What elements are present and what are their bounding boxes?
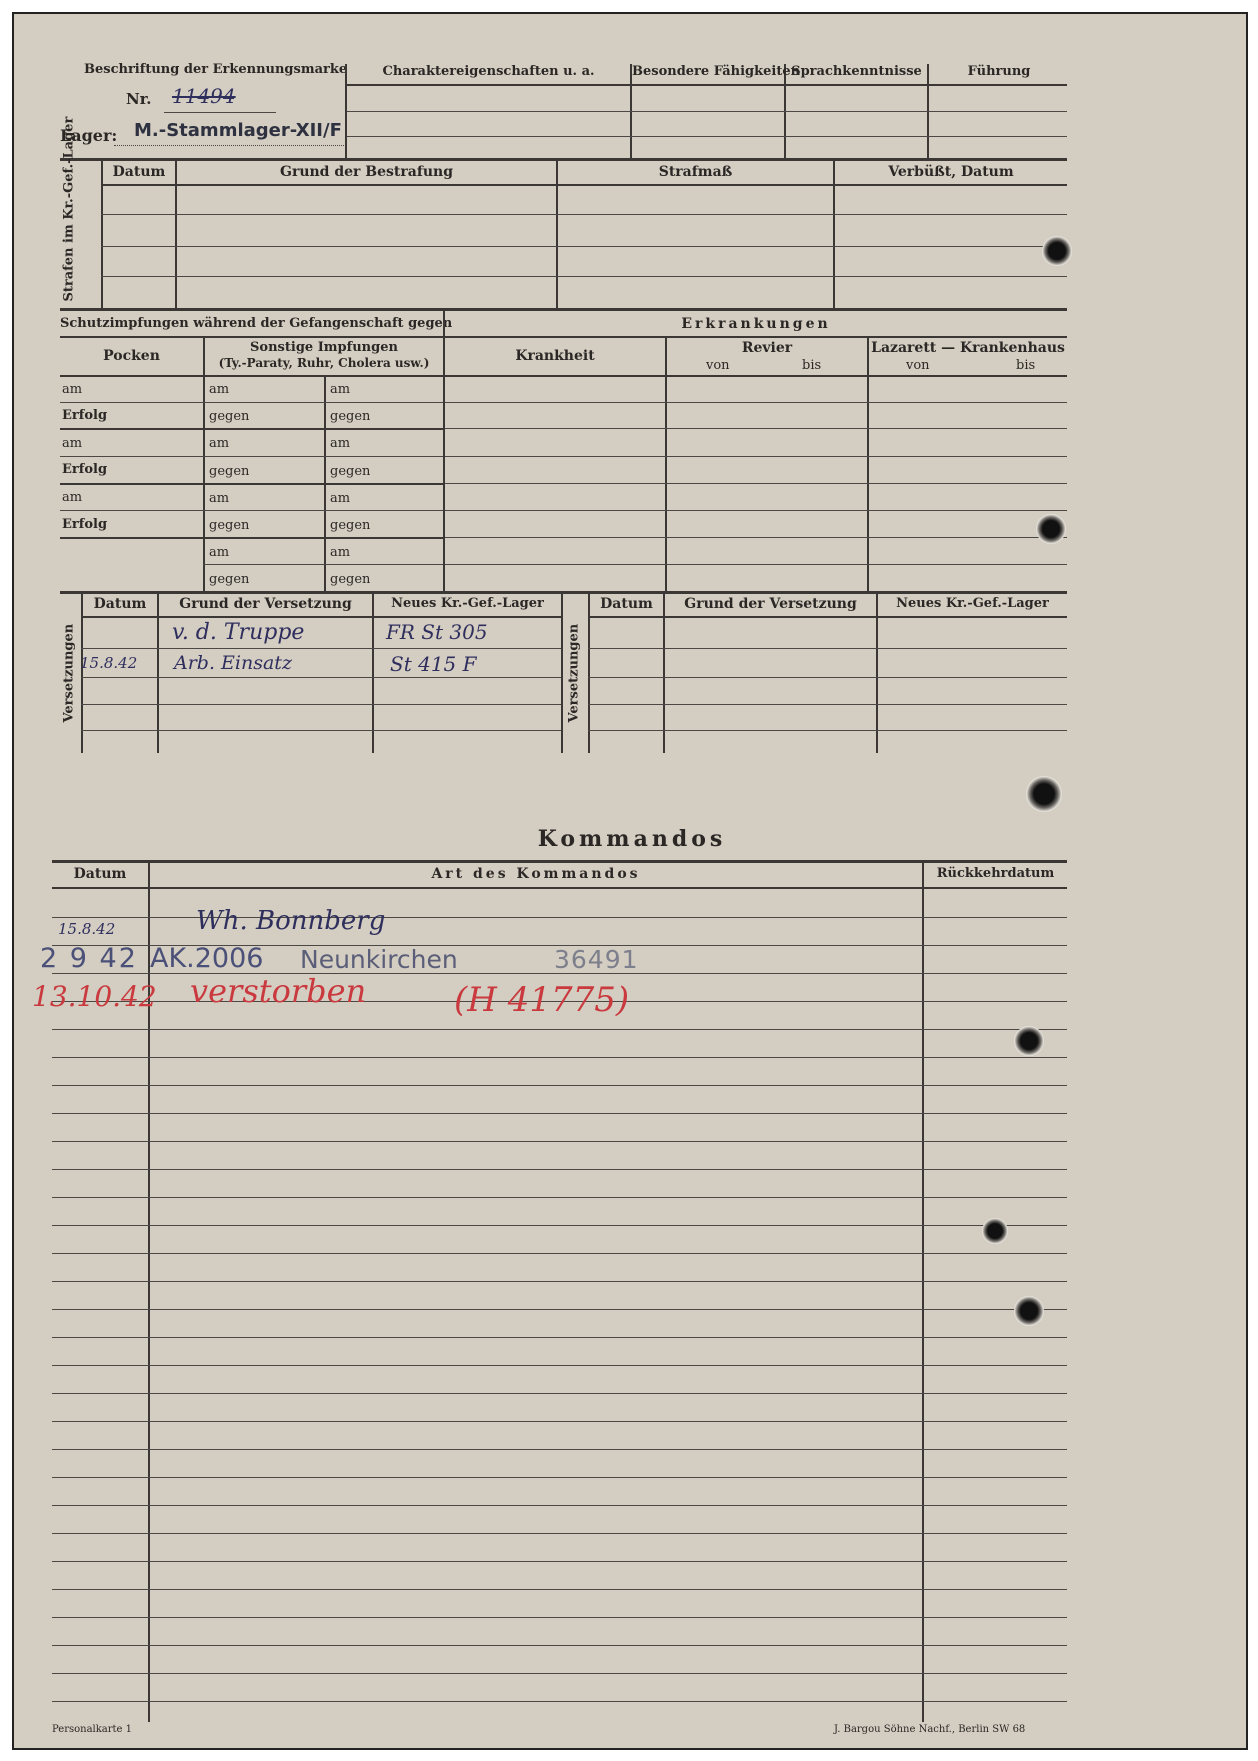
impf-left-4: am bbox=[62, 490, 83, 505]
pocken-label: Pocken bbox=[103, 348, 160, 364]
footer-left: Personalkarte 1 bbox=[52, 1724, 133, 1735]
kommandos-title: Kommandos bbox=[537, 826, 727, 852]
impf-mid-a-6: am bbox=[209, 545, 230, 560]
header-col-sprachen: Sprachkenntnisse bbox=[791, 64, 922, 79]
impf-mid-b-7: gegen bbox=[330, 572, 371, 587]
kommandos-rule-line bbox=[52, 1225, 1067, 1226]
impf-mid-a-2: am bbox=[209, 436, 230, 451]
impf-mid-b-1: gegen bbox=[330, 409, 371, 424]
lager-stamp: M.-Stammlager-XII/F bbox=[134, 120, 342, 141]
vers-col-grund-left: Grund der Versetzung bbox=[179, 596, 352, 612]
personnel-card bbox=[12, 12, 1248, 1750]
impf-mid-b-4: am bbox=[330, 491, 351, 506]
kommandos-rule-line bbox=[52, 1449, 1067, 1450]
kommandos-rule-line bbox=[52, 1673, 1067, 1674]
impf-mid-b-5: gegen bbox=[330, 518, 371, 533]
kom-col-datum: Datum bbox=[73, 866, 127, 882]
kommandos-rule-line bbox=[52, 1645, 1067, 1646]
versetzungen-side-label-right: Versetzungen bbox=[566, 623, 582, 723]
kommandos-rule-line bbox=[52, 1617, 1067, 1618]
revier-von: von bbox=[706, 358, 730, 373]
impf-left-2: am bbox=[62, 436, 83, 451]
vers-col-datum-right: Datum bbox=[600, 596, 653, 612]
kom-entry-3-datum: 13.10.42 bbox=[32, 980, 157, 1013]
impf-mid-b-6: am bbox=[330, 545, 351, 560]
sonstige-label-2: (Ty.-Paraty, Ruhr, Cholera usw.) bbox=[218, 356, 430, 370]
kommandos-rule-line bbox=[52, 1085, 1067, 1086]
lazarett-bis: bis bbox=[1016, 358, 1036, 373]
lazarett-label: Lazarett — Krankenhaus bbox=[871, 340, 1065, 356]
header-col-faehigkeiten: Besondere Fähigkeiten bbox=[632, 64, 801, 79]
nr-label: Nr. bbox=[126, 90, 152, 108]
impf-left-0: am bbox=[62, 382, 83, 397]
kom-entry-2-nr: 36491 bbox=[554, 945, 639, 974]
kommandos-rule-line bbox=[52, 1253, 1067, 1254]
impf-mid-b-2: am bbox=[330, 436, 351, 451]
kommandos-rule-line bbox=[52, 1589, 1067, 1590]
nr-value: 11494 bbox=[172, 84, 236, 108]
punch-hole-icon bbox=[1014, 1296, 1044, 1326]
strafen-side-label: Strafen im Kr.-Gef.-Lager bbox=[61, 116, 77, 302]
vers-col-lager-right: Neues Kr.-Gef.-Lager bbox=[896, 596, 1049, 611]
vers-entry-1-grund: Arb. Einsatz bbox=[174, 652, 292, 674]
versetzungen-side-label-left: Versetzungen bbox=[61, 623, 77, 723]
punch-hole-icon bbox=[1036, 514, 1066, 544]
kommandos-rule-line bbox=[52, 1281, 1067, 1282]
kommandos-rule-line bbox=[52, 1533, 1067, 1534]
kommandos-rule-line bbox=[52, 1029, 1067, 1030]
kommandos-rule-line bbox=[52, 1309, 1067, 1310]
impf-mid-a-4: am bbox=[209, 491, 230, 506]
header-col-charakter: Charaktereigenschaften u. a. bbox=[382, 64, 595, 79]
kommandos-rule-line bbox=[52, 1337, 1067, 1338]
strafen-col-verbuesst: Verbüßt, Datum bbox=[888, 164, 1014, 180]
kommandos-rule-line bbox=[52, 1477, 1067, 1478]
strafen-col-strafmass: Strafmaß bbox=[658, 164, 733, 180]
vers-entry-0-lager: FR St 305 bbox=[386, 620, 488, 644]
kom-entry-2-ort: Neunkirchen bbox=[300, 945, 458, 974]
strafen-col-grund: Grund der Bestrafung bbox=[279, 164, 453, 180]
vers-entry-1-datum: 15.8.42 bbox=[80, 654, 138, 672]
kom-entry-1-art: Wh. Bonnberg bbox=[196, 906, 386, 936]
punch-hole-icon bbox=[1014, 1026, 1044, 1056]
impf-mid-a-3: gegen bbox=[209, 464, 250, 479]
impf-mid-b-3: gegen bbox=[330, 464, 371, 479]
erkennungsmarke-title: Beschriftung der Erkennungsmarke bbox=[84, 62, 348, 77]
impf-mid-a-7: gegen bbox=[209, 572, 250, 587]
kommandos-rule-line bbox=[52, 1141, 1067, 1142]
impf-mid-a-0: am bbox=[209, 382, 230, 397]
punch-hole-icon bbox=[1042, 236, 1072, 266]
kom-entry-1-datum: 15.8.42 bbox=[58, 920, 116, 938]
revier-label: Revier bbox=[741, 340, 793, 356]
punch-hole-icon bbox=[982, 1218, 1008, 1244]
vers-col-datum-left: Datum bbox=[93, 596, 147, 612]
kom-entry-3-art: verstorben bbox=[190, 972, 367, 1010]
header-col-fuehrung: Führung bbox=[967, 64, 1031, 79]
vers-col-lager-left: Neues Kr.-Gef.-Lager bbox=[391, 596, 544, 611]
erkrankungen-title: Erkrankungen bbox=[681, 316, 831, 332]
kommandos-rule-line bbox=[52, 1169, 1067, 1170]
impfungen-title: Schutzimpfungen während der Gefangenschaft gegen bbox=[60, 316, 453, 331]
kommandos-rule-line bbox=[52, 1701, 1067, 1702]
kommandos-rule-line bbox=[52, 1113, 1067, 1114]
impf-left-5: Erfolg bbox=[62, 517, 108, 532]
impf-mid-b-0: am bbox=[330, 382, 351, 397]
kommandos-rule-line bbox=[52, 1365, 1067, 1366]
vers-entry-0-grund: v. d. Truppe bbox=[172, 620, 305, 645]
vers-col-grund-right: Grund der Versetzung bbox=[684, 596, 857, 612]
impf-left-3: Erfolg bbox=[62, 462, 108, 477]
kommandos-rule-line bbox=[52, 1561, 1067, 1562]
impf-left-1: Erfolg bbox=[62, 408, 108, 423]
kom-col-rueckkehr: Rückkehrdatum bbox=[936, 866, 1055, 881]
lager-label: Lager: bbox=[60, 126, 118, 145]
kommandos-rule-line bbox=[52, 1197, 1067, 1198]
kommandos-rule-line bbox=[52, 1505, 1067, 1506]
kom-col-art: Art des Kommandos bbox=[431, 866, 641, 882]
lazarett-von: von bbox=[906, 358, 930, 373]
kom-entry-3-ref: (H 41775) bbox=[454, 980, 630, 1020]
footer-right: J. Bargou Söhne Nachf., Berlin SW 68 bbox=[834, 1724, 1026, 1735]
kom-entry-2-datum: 2 9 42 bbox=[40, 943, 138, 974]
impf-mid-a-1: gegen bbox=[209, 409, 250, 424]
strafen-col-datum: Datum bbox=[112, 164, 166, 180]
kommandos-rule-line bbox=[52, 1421, 1067, 1422]
kommandos-rule-line bbox=[52, 1057, 1067, 1058]
sonstige-label-1: Sonstige Impfungen bbox=[250, 340, 398, 355]
kommandos-rule-line bbox=[52, 1393, 1067, 1394]
punch-hole-icon bbox=[1026, 776, 1062, 812]
krankheit-label: Krankheit bbox=[515, 348, 595, 364]
vers-entry-1-lager: St 415 F bbox=[390, 652, 477, 676]
impf-mid-a-5: gegen bbox=[209, 518, 250, 533]
kom-entry-2-ak: AK.2006 bbox=[150, 943, 264, 974]
revier-bis: bis bbox=[802, 358, 822, 373]
